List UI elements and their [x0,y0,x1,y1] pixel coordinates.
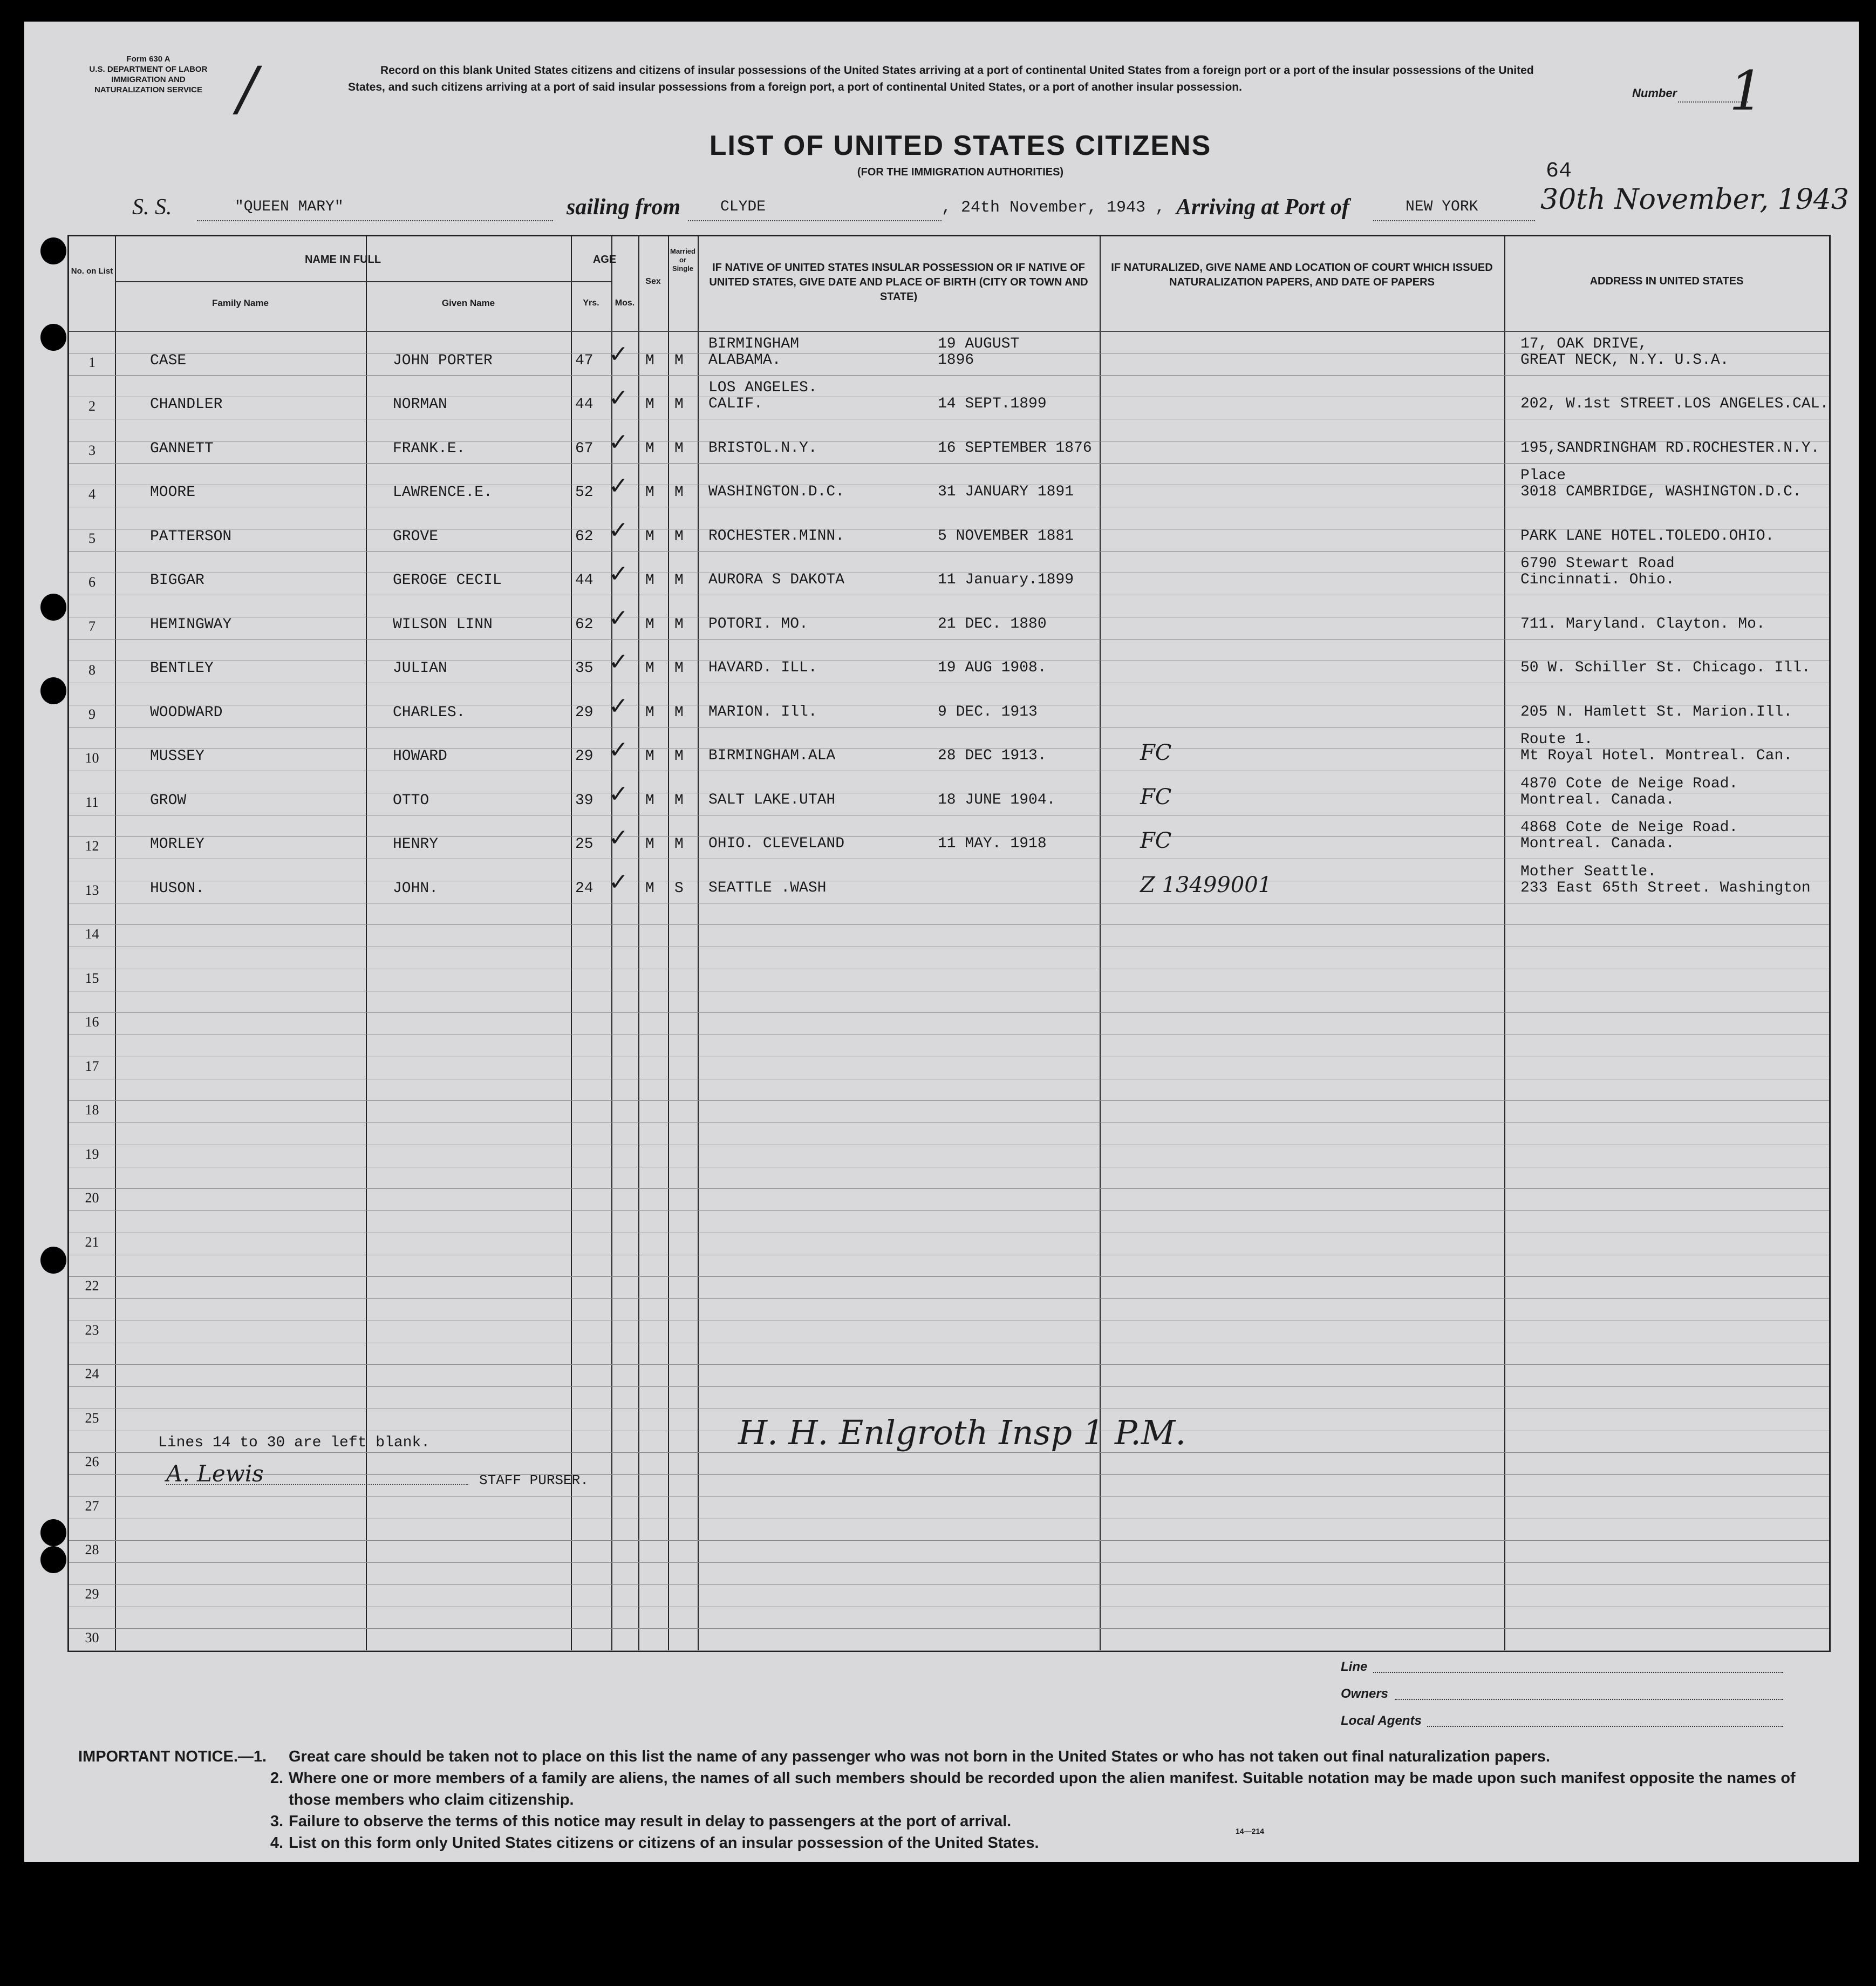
header-age: AGE [592,254,617,266]
notice-number: 3. [270,1813,283,1830]
ss-label: S. S. [132,195,172,220]
row-number: 4 [88,486,95,502]
local-agents-field[interactable] [1427,1726,1783,1727]
row-rule [69,1562,1829,1563]
port-line [1373,220,1535,221]
punch-hole [40,1247,66,1274]
check-mark-icon: ✓ [609,516,629,543]
birth-place: ROCHESTER.MINN. [708,527,845,545]
row-number: 16 [85,1014,99,1030]
birth-place: BRISTOL.N.Y. [708,439,817,457]
row-number: 8 [88,662,95,678]
handwritten-mark: / [237,54,258,123]
header-mos: Mos. [615,298,635,308]
row-rule [69,1452,1829,1453]
sex: M [645,440,654,457]
marital-status: M [674,836,684,853]
check-mark-icon: ✓ [609,868,629,895]
check-mark-icon: ✓ [609,649,629,675]
local-agents-label: Local Agents [1341,1713,1422,1728]
punch-hole [40,237,66,264]
row-number: 3 [88,442,95,458]
row-number: 29 [85,1586,99,1602]
footer-code: 14—214 [1236,1827,1264,1835]
row-number: 19 [85,1146,99,1162]
check-mark-icon: ✓ [609,604,629,631]
row-number: 28 [85,1542,99,1557]
address: 205 N. Hamlett St. Marion.Ill. [1520,703,1793,720]
row-rule [69,1628,1829,1629]
birth-date: 19 AUG 1908. [938,659,1047,676]
check-mark-icon: ✓ [609,341,629,368]
row-rule [69,1364,1829,1365]
arrival-date: 30th November, 1943 [1540,183,1849,216]
address: 711. Maryland. Clayton. Mo. [1520,615,1765,632]
from-line [688,220,942,221]
given-name: CHARLES. [393,704,466,721]
check-mark-icon: ✓ [609,429,629,455]
given-name: JOHN PORTER [393,352,493,369]
header-no: No. on List [71,267,113,276]
sailing-date: , 24th November, 1943 , [942,199,1165,217]
given-name: LAWRENCE.E. [393,484,493,501]
number-label: Number [1632,86,1677,100]
header-family: Family Name [212,298,269,308]
check-mark-icon: ✓ [609,737,629,763]
birth-place: SEATTLE .WASH [708,879,827,896]
blank-lines-note: Lines 14 to 30 are left blank. [158,1434,431,1451]
birth-place: WASHINGTON.D.C. [708,484,845,500]
form-id-line: U.S. DEPARTMENT OF LABOR [89,65,208,74]
address: 4868 Cote de Neige Road. Montreal. Canada. [1520,819,1738,852]
header-address: ADDRESS IN UNITED STATES [1590,275,1744,287]
header-given: Given Name [441,298,495,308]
marital-status: M [674,572,684,589]
punch-hole [40,324,66,351]
birth-place: POTORI. MO. [708,615,808,632]
sex: M [645,748,654,765]
header-yrs: Yrs. [583,298,599,308]
birth-place: OHIO. CLEVELAND [708,835,845,852]
row-number: 25 [85,1410,99,1426]
sex: M [645,660,654,677]
marital-status: M [674,704,684,721]
form-id-line: Form 630 A [126,55,170,64]
marital-status: M [674,528,684,545]
check-mark-icon: ✓ [609,692,629,719]
sex: M [645,616,654,633]
row-number: 5 [88,530,95,546]
birth-place: LOS ANGELES. CALIF. [708,379,817,412]
age-years: 67 [575,440,594,457]
form-id-line: NATURALIZATION SERVICE [94,85,202,94]
row-rule [69,375,1829,376]
row-rule [69,1584,1829,1585]
notice-number: 4. [270,1834,283,1852]
row-number: 26 [85,1454,99,1470]
family-name: MOORE [150,484,196,501]
birth-date: 19 AUGUST 1896 [938,335,1020,369]
punch-hole [40,1546,66,1573]
header-birth: IF NATIVE OF UNITED STATES INSULAR POSSESSION OR IF NATIVE OF UNITED STATES, GIVE DATE AND PLACE OF BIRTH (CITY OR TOWN AND STATE) [709,262,1088,303]
given-name: GROVE [393,528,439,545]
age-years: 47 [575,352,594,369]
given-name: NORMAN [393,396,447,413]
sex: M [645,836,654,853]
birth-date: 31 JANUARY 1891 [938,484,1074,500]
row-number: 30 [85,1630,99,1645]
row-rule [69,1298,1829,1299]
birth-place: BIRMINGHAM.ALA [708,747,836,764]
column-divider [698,236,699,1650]
column-divider [668,236,669,1650]
row-number: 15 [85,970,99,986]
row-rule [69,551,1829,552]
check-mark-icon: ✓ [609,385,629,411]
family-name: PATTERSON [150,528,232,545]
punch-hole [40,1519,66,1546]
given-name: WILSON LINN [393,616,493,633]
row-rule [69,1100,1829,1101]
row-rule [69,1474,1829,1475]
family-name: CASE [150,352,187,369]
row-number: 20 [85,1190,99,1206]
notice-item [78,1832,1832,1854]
column-divider [1504,236,1505,1650]
family-name: GANNETT [150,440,214,457]
header-name-in-full: NAME IN FULL [304,254,381,266]
row-number: 6 [88,574,95,590]
row-rule [69,1210,1829,1211]
given-name: GEROGE CECIL [393,572,502,589]
family-name: CHANDLER [150,396,223,413]
age-years: 24 [575,880,594,897]
line-field[interactable] [1373,1672,1783,1673]
notice-item [78,1746,1832,1767]
row-rule [69,924,1829,925]
family-name: GROW [150,792,187,809]
owners-field[interactable] [1395,1699,1783,1700]
birth-date: 11 January.1899 [938,572,1074,588]
header-sex: Sex [645,277,661,286]
sex: M [645,792,654,809]
row-number: 17 [85,1058,99,1074]
row-number: 10 [85,750,99,766]
age-years: 44 [575,396,594,413]
given-name: HENRY [393,836,439,853]
arrival-port: NEW YORK [1406,199,1478,215]
address: 17, OAK DRIVE, GREAT NECK, N.Y. U.S.A. [1520,335,1729,369]
sex: M [645,572,654,589]
age-years: 62 [575,528,594,545]
column-divider [638,236,639,1650]
marital-status: M [674,792,684,809]
address: Place 3018 CAMBRIDGE, WASHINGTON.D.C. [1520,467,1802,500]
row-number: 11 [85,794,99,810]
naturalization-note: FC [1140,784,1172,810]
family-name: HUSON. [150,880,204,897]
sheet-number: 64 [1546,159,1572,183]
form-identifier [51,54,245,95]
age-years: 35 [575,660,594,677]
row-number: 12 [85,838,99,854]
address: 202, W.1st STREET.LOS ANGELES.CAL. [1520,396,1829,412]
row-number: 21 [85,1234,99,1250]
header-subrule [115,281,611,282]
marital-status: S [674,880,684,897]
manifest-table [67,235,1831,1652]
row-rule [69,1188,1829,1189]
birth-date: 21 DEC. 1880 [938,615,1047,632]
ship-name: "QUEEN MARY" [235,199,344,215]
check-mark-icon: ✓ [609,825,629,851]
row-number: 18 [85,1102,99,1118]
address: 195,SANDRINGHAM RD.ROCHESTER.N.Y. [1520,439,1820,457]
family-name: WOODWARD [150,704,223,721]
owners-label: Owners [1341,1686,1389,1701]
notice-text: List on this form only United States citizens or citizens of an insular possession of the United States. [289,1834,1039,1852]
sex: M [645,352,654,369]
birth-date: 14 SEPT.1899 [938,396,1047,412]
marital-status: M [674,616,684,633]
given-name: JULIAN [393,660,447,677]
sailing-label: sailing from [567,195,681,220]
marital-status: M [674,396,684,413]
row-rule [69,1276,1829,1277]
sex: M [645,528,654,545]
header-naturalized: IF NATURALIZED, GIVE NAME AND LOCATION OF COURT WHICH ISSUED NATURALIZATION PAPERS, AND DATE OF PAPERS [1111,262,1493,288]
row-number: 13 [85,882,99,898]
age-years: 25 [575,836,594,853]
column-divider [115,236,116,1650]
birth-place: BIRMINGHAM ALABAMA. [708,335,800,369]
sex: M [645,396,654,413]
row-number: 24 [85,1366,99,1382]
check-mark-icon: ✓ [609,561,629,587]
birth-date: 5 NOVEMBER 1881 [938,527,1074,545]
sex: M [645,704,654,721]
address: 4870 Cote de Neige Road. Montreal. Canada. [1520,775,1738,808]
notice-item [78,1767,1832,1811]
row-rule [69,1386,1829,1387]
naturalization-note: FC [1140,828,1172,853]
notice-item [78,1811,1832,1832]
form-id-line: IMMIGRATION AND [111,75,186,84]
page-subtitle: (FOR THE IMMIGRATION AUTHORITIES) [857,166,1064,178]
marital-status: M [674,748,684,765]
family-name: MUSSEY [150,748,204,765]
row-rule [69,639,1829,640]
row-number: 14 [85,926,99,942]
age-years: 39 [575,792,594,809]
family-name: MORLEY [150,836,204,853]
age-years: 52 [575,484,594,501]
notice-lead: IMPORTANT NOTICE.—1. [78,1748,267,1765]
birth-place: MARION. Ill. [708,703,817,720]
given-name: JOHN. [393,880,439,897]
purser-signature: A. Lewis [166,1460,264,1487]
birth-place: AURORA S DAKOTA [708,572,845,588]
ship-line [197,220,553,221]
row-number: 7 [88,618,95,634]
intro-paragraph: Record on this blank United States citizens and citizens of insular possessions of the United States arriving at a port of continental United States from a foreign port or a port of the insular possessions of the United States, and such citizens arriving at a port of said insular possessions from a foreign port, a port of continental United States, or a port of another insular possession. [348,64,1534,93]
row-number: 22 [85,1278,99,1294]
check-mark-icon: ✓ [609,780,629,807]
given-name: HOWARD [393,748,447,765]
inspector-signature: H. H. Enlgroth Insp 1 P.M. [738,1413,1186,1452]
row-number: 9 [88,706,95,722]
age-years: 29 [575,704,594,721]
row-rule [69,1012,1829,1013]
row-number: 2 [88,398,95,414]
family-name: HEMINGWAY [150,616,232,633]
page-title: LIST OF UNITED STATES CITIZENS [709,130,1212,161]
birth-date: 11 MAY. 1918 [938,835,1047,852]
age-years: 62 [575,616,594,633]
family-name: BIGGAR [150,572,204,589]
family-name: BENTLEY [150,660,214,677]
notice-text: Failure to observe the terms of this notice may result in delay to passengers at the port of arrival. [289,1813,1012,1830]
sailing-from: CLYDE [720,199,766,215]
notice-number: 2. [270,1770,283,1787]
birth-place: HAVARD. ILL. [708,659,817,676]
birth-date: 18 JUNE 1904. [938,791,1056,808]
naturalization-note: FC [1140,740,1172,765]
birth-place: SALT LAKE.UTAH [708,791,836,808]
age-years: 44 [575,572,594,589]
notice-text: Great care should be taken not to place on this list the name of any passenger who was not born in the United States or who has not taken out final naturalization papers. [289,1748,1551,1765]
row-number: 27 [85,1498,99,1514]
naturalization-note: Z 13499001 [1140,872,1272,897]
given-name: OTTO [393,792,429,809]
header-married: Married or Single [670,247,695,273]
check-mark-icon: ✓ [609,473,629,499]
punch-hole [40,1959,66,1986]
birth-date: 9 DEC. 1913 [938,703,1038,720]
address: 6790 Stewart Road Cincinnati. Ohio. [1520,555,1675,588]
punch-hole [40,677,66,704]
given-name: FRANK.E. [393,440,466,457]
sex: M [645,880,654,897]
birth-date: 28 DEC 1913. [938,747,1047,764]
birth-date: 16 SEPTEMBER 1876 [938,439,1092,457]
row-rule [69,463,1829,464]
important-notice [78,1746,1832,1854]
address: Mother Seattle. 233 East 65th Street. Washington [1520,863,1811,896]
row-rule [69,1540,1829,1541]
row-number: 1 [88,354,95,370]
line-label: Line [1341,1659,1368,1674]
row-number: 23 [85,1322,99,1338]
marital-status: M [674,352,684,369]
purser-sign-line [166,1484,468,1485]
purser-label: STAFF PURSER. [479,1472,589,1488]
marital-status: M [674,440,684,457]
marital-status: M [674,484,684,501]
number-value: 1 [1729,59,1764,123]
punch-hole [40,594,66,621]
manifest-page [24,22,1859,1862]
row-rule [69,1650,1829,1651]
sex: M [645,484,654,501]
column-divider [571,236,572,1650]
address: 50 W. Schiller St. Chicago. Ill. [1520,659,1811,676]
address: PARK LANE HOTEL.TOLEDO.OHIO. [1520,527,1775,545]
address: Route 1. Mt Royal Hotel. Montreal. Can. [1520,731,1793,764]
arriving-label: Arriving at Port of [1176,195,1349,220]
notice-text: Where one or more members of a family are aliens, the names of all such members should be recorded upon the alien manifest. Suitable notation may be made upon such manifest opposite the names of those members who claim citizenship. [289,1770,1796,1808]
marital-status: M [674,660,684,677]
age-years: 29 [575,748,594,765]
